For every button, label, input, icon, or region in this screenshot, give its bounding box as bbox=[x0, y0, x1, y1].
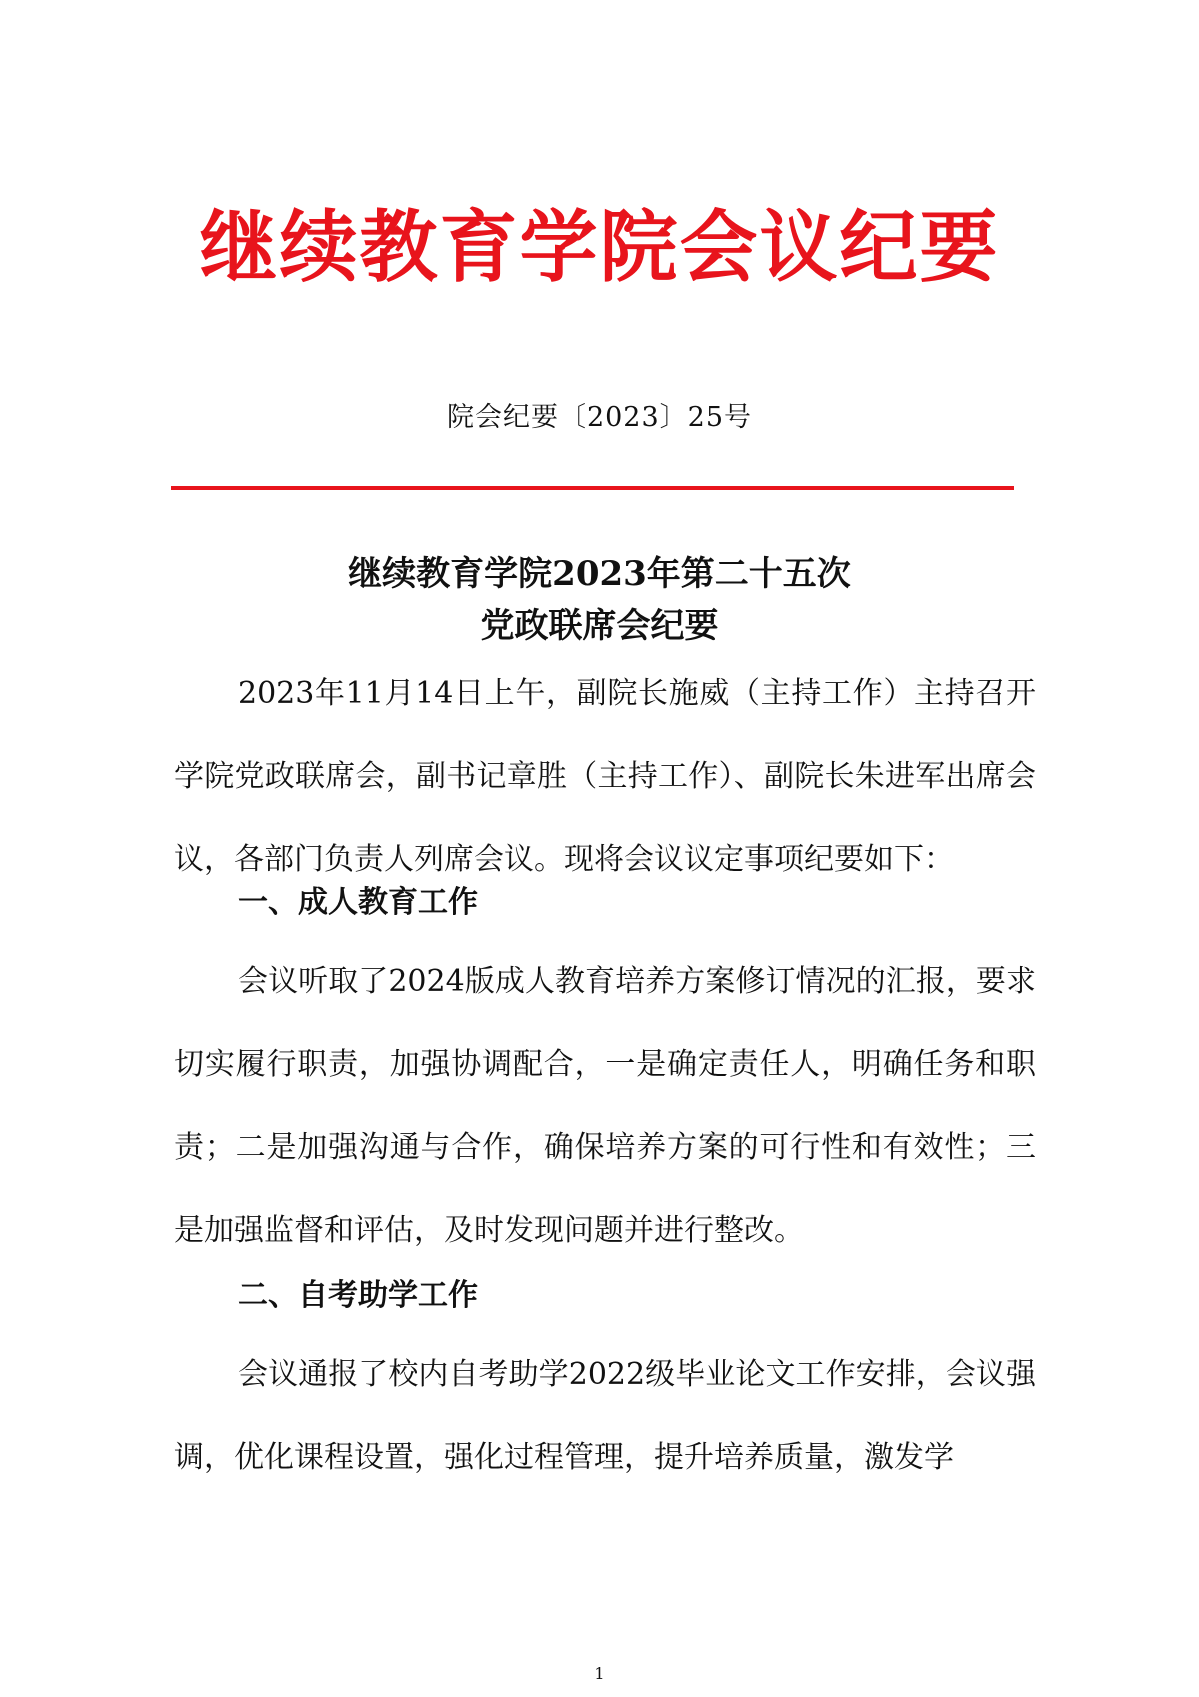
intro-paragraph: 2023年11月14日上午，副院长施威（主持工作）主持召开学院党政联席会，副书记章胜（主持工作）、副院长朱进军出席会议，各部门负责人列席会议。现将会议议定事项纪要如下： bbox=[174, 676, 1036, 877]
section-body-adult-education: 会议听取了2024版成人教育培养方案修订情况的汇报，要求切实履行职责，加强协调配合，一是确定责任人，明确任务和职责；二是加强沟通与合作，确保培养方案的可行性和有效性；三是加强监督和评估，及时发现问题并进行整改。 bbox=[174, 964, 1036, 1248]
document-title-line-2: 党政联席会纪要 bbox=[480, 606, 719, 646]
document-title bbox=[0, 548, 1199, 652]
document-number: 院会纪要〔2023〕25号 bbox=[446, 402, 753, 433]
masthead-title: 继续教育学院会议纪要 bbox=[199, 203, 1000, 293]
section-body-self-study: 会议通报了校内自考助学2022级毕业论文工作安排，会议强调，优化课程设置，强化过程管理，提升培养质量，激发学 bbox=[174, 1357, 1036, 1475]
red-divider-line bbox=[171, 486, 1014, 490]
page-number: 1 bbox=[594, 1664, 605, 1683]
document-title-line-1: 继续教育学院2023年第二十五次 bbox=[348, 554, 851, 594]
section-heading-adult-education: 一、成人教育工作 bbox=[238, 885, 478, 920]
section-heading-self-study: 二、自考助学工作 bbox=[238, 1278, 478, 1313]
